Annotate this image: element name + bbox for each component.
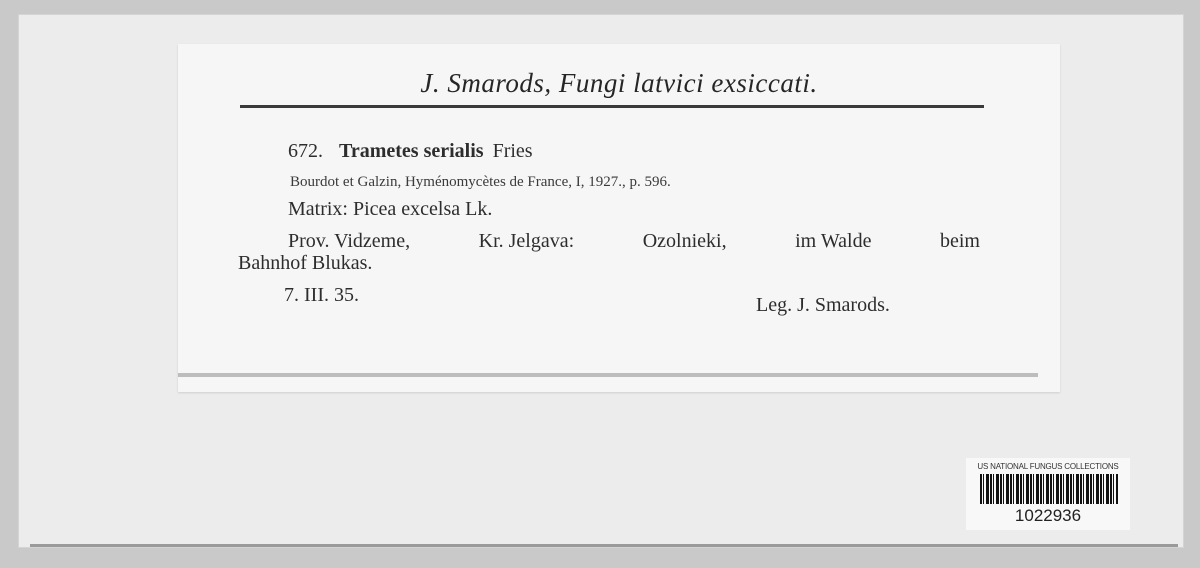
- taxon-line: [288, 140, 533, 163]
- collector: Leg. J. Smarods.: [756, 294, 890, 316]
- title-rule: [240, 105, 984, 108]
- locality-part: Ozolnieki,: [642, 230, 727, 252]
- locality-line: [288, 230, 980, 253]
- barcode-label: [966, 458, 1130, 530]
- envelope-edge: [30, 544, 1178, 547]
- locality-part: Prov. Vidzeme,: [288, 230, 411, 252]
- series-title: J. Smarods, Fungi latvici exsiccati.: [420, 68, 818, 98]
- barcode-number: 1022936: [1014, 506, 1082, 525]
- matrix-line: Matrix: Picea excelsa Lk.: [288, 198, 493, 220]
- label-shadow: [178, 373, 1038, 377]
- locality-part: beim: [939, 230, 980, 252]
- exsiccata-number: 672.: [288, 140, 323, 162]
- barcode-caption: US NATIONAL FUNGUS COLLECTIONS: [977, 462, 1119, 471]
- locality-line-2: Bahnhof Blukas.: [238, 252, 373, 274]
- collection-date: 7. III. 35.: [284, 284, 359, 306]
- literature-citation: Bourdot et Galzin, Hyménomycètes de France, I, 1927., p. 596.: [290, 174, 671, 190]
- specimen-label: [178, 44, 1060, 392]
- taxon-author: Fries: [492, 140, 533, 162]
- taxon-name: Trametes serialis: [339, 140, 484, 162]
- locality-part: Kr. Jelgava:: [478, 230, 575, 252]
- barcode-icon: [980, 474, 1118, 504]
- locality-part: im Walde: [795, 230, 872, 252]
